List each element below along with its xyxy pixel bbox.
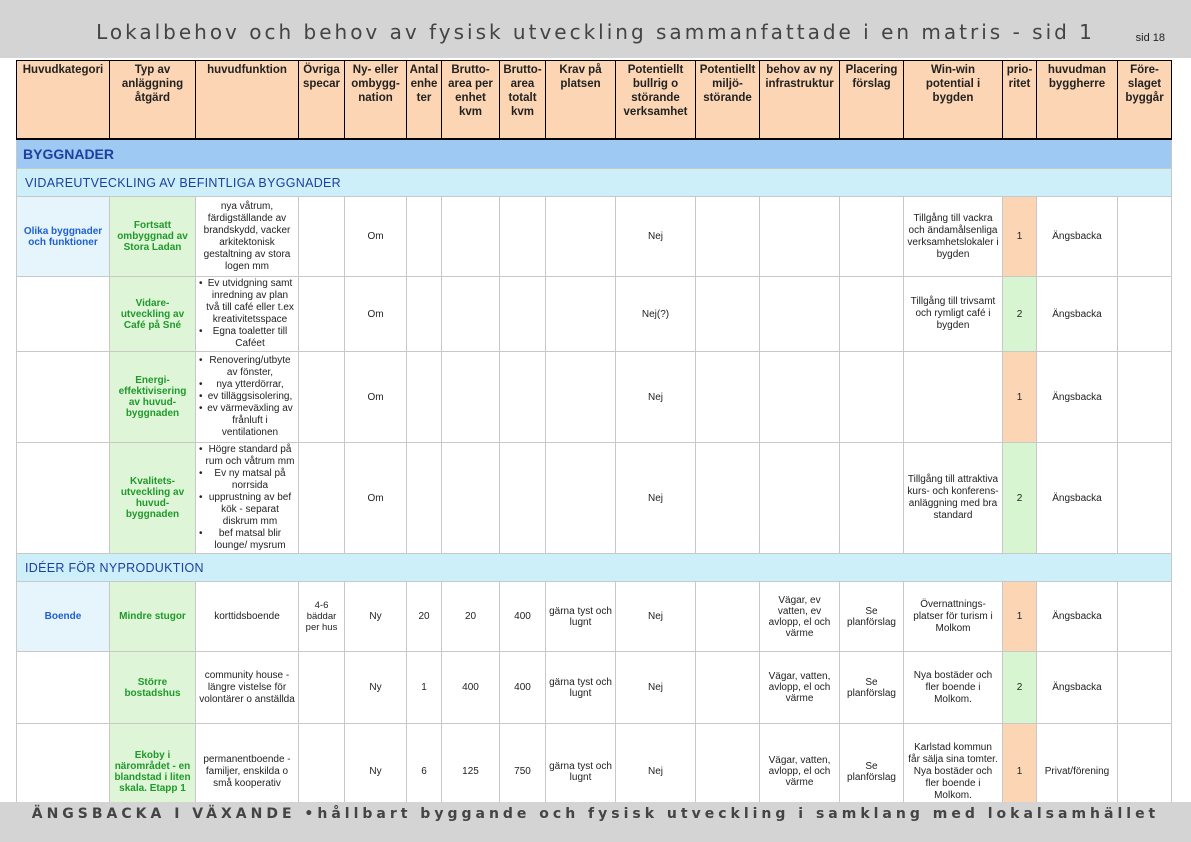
function-cell [196,277,299,352]
infrastructure-cell: Vägar, vatten, avlopp, el och värme [760,724,840,820]
header-bruttoarea-totalt: Brutto-area totalt kvm [500,61,546,139]
area-per-unit-cell [442,443,500,554]
year-cell [1118,197,1172,277]
subsection-row [17,554,1172,582]
function-item: • Ev utvidgning samt inredning av plan två till café eller t.ex kreativitetsspace [205,278,295,326]
header-huvudkategori: Huvudkategori [17,61,110,139]
win-win-cell: Tillgång till trivsamt och rymligt café i bygden [904,277,1003,352]
new-or-rebuild-cell: Ny [345,724,407,820]
header-bullrig: Potentiellt bullrig o störande verksamhet [616,61,696,139]
infrastructure-cell: Vägar, vatten, avlopp, el och värme [760,652,840,724]
function-item: • upprustning av bef kök - separat diskrum mm [205,492,295,528]
builder-cell: Ängsbacka [1037,197,1118,277]
function-item: • ev tilläggsisolering, [205,391,295,403]
header-miljostorande: Potentiellt miljö-störande [696,61,760,139]
header-infrastruktur: behov av ny infrastruktur [760,61,840,139]
units-cell [407,443,442,554]
type-cell: Ekoby i närområdet - en blandstad i liten skala. Etapp 1 [110,724,196,820]
priority-cell: 2 [1003,277,1037,352]
subsection-title: VIDAREUTVECKLING AV BEFINTLIGA BYGGNADER [17,169,1172,197]
function-item: • Ev ny matsal på norrsida [205,468,295,492]
year-cell [1118,352,1172,443]
priority-cell: 1 [1003,352,1037,443]
type-cell: Kvalitets-utveckling av huvud-byggnaden [110,443,196,554]
subsection-title: IDÉER FÖR NYPRODUKTION [17,554,1172,582]
table-row [17,582,1172,652]
function-item: • Egna toaletter till Caféet [205,326,295,350]
placement-cell [840,277,904,352]
infrastructure-cell: Vägar, ev vatten, ev avlopp, el och värme [760,582,840,652]
function-cell: korttidsboende [196,582,299,652]
header-huvudfunktion: huvudfunktion [196,61,299,139]
units-cell: 6 [407,724,442,820]
noise-cell: Nej [616,652,696,724]
table-row [17,277,1172,352]
header-krav-pa-platsen: Krav på platsen [546,61,616,139]
function-cell: community house - längre vistelse för volontärer o anställda [196,652,299,724]
subsection-row [17,169,1172,197]
units-cell [407,277,442,352]
specs-cell [299,352,345,443]
new-or-rebuild-cell: Om [345,443,407,554]
site-requirements-cell [546,197,616,277]
specs-cell [299,443,345,554]
noise-cell: Nej [616,352,696,443]
table-row [17,652,1172,724]
area-total-cell: 400 [500,652,546,724]
header-prioritet: prio-ritet [1003,61,1037,139]
priority-cell: 2 [1003,652,1037,724]
placement-cell: Se planförslag [840,724,904,820]
builder-cell: Ängsbacka [1037,582,1118,652]
noise-cell: Nej [616,197,696,277]
header-antal-enheter: Antal enhe ter [407,61,442,139]
placement-cell: Se planförslag [840,652,904,724]
area-total-cell [500,443,546,554]
header-win-win: Win-win potential i bygden [904,61,1003,139]
category-cell [17,352,110,443]
new-or-rebuild-cell: Om [345,277,407,352]
specs-cell [299,197,345,277]
units-cell: 20 [407,582,442,652]
category-cell [17,652,110,724]
category-cell [17,277,110,352]
builder-cell: Ängsbacka [1037,277,1118,352]
infrastructure-cell [760,197,840,277]
category-cell [17,443,110,554]
type-cell: Större bostadshus [110,652,196,724]
type-cell: Energi-effektivisering av huvud-byggnaden [110,352,196,443]
builder-cell: Privat/förening [1037,724,1118,820]
site-requirements-cell: gärna tyst och lugnt [546,582,616,652]
noise-cell: Nej [616,724,696,820]
infrastructure-cell [760,352,840,443]
year-cell [1118,277,1172,352]
environment-cell [696,443,760,554]
area-per-unit-cell: 20 [442,582,500,652]
site-requirements-cell: gärna tyst och lugnt [546,652,616,724]
site-requirements-cell [546,443,616,554]
area-per-unit-cell: 400 [442,652,500,724]
placement-cell [840,352,904,443]
function-item: • Högre standard på rum och våtrum mm [205,444,295,468]
function-item: • bef matsal blir lounge/ mysrum [205,528,295,552]
priority-cell: 1 [1003,197,1037,277]
year-cell [1118,652,1172,724]
category-cell: Boende [17,582,110,652]
type-cell: Vidare-utveckling av Café på Sné [110,277,196,352]
header-ny-eller-ombyggnation: Ny- eller ombygg-nation [345,61,407,139]
win-win-cell: Karlstad kommun får sälja sina tomter. Nya bostäder och fler boende i Molkom. [904,724,1003,820]
environment-cell [696,197,760,277]
header-byggar: Före-slaget byggår [1118,61,1172,139]
area-per-unit-cell [442,197,500,277]
category-cell: Olika byggnader och funktioner [17,197,110,277]
builder-cell: Ängsbacka [1037,443,1118,554]
environment-cell [696,582,760,652]
priority-cell: 1 [1003,582,1037,652]
specs-cell [299,652,345,724]
placement-cell [840,443,904,554]
units-cell [407,197,442,277]
priority-cell: 2 [1003,443,1037,554]
noise-cell: Nej [616,443,696,554]
area-total-cell [500,352,546,443]
year-cell [1118,582,1172,652]
area-per-unit-cell [442,277,500,352]
units-cell: 1 [407,652,442,724]
placement-cell: Se planförslag [840,582,904,652]
site-requirements-cell: gärna tyst och lugnt [546,724,616,820]
footer-text: ÄNGSBACKA I VÄXANDE •hållbart byggande och fysisk utveckling i samklang med lokalsamhället [31,806,1160,822]
infrastructure-cell [760,443,840,554]
noise-cell: Nej(?) [616,277,696,352]
new-or-rebuild-cell: Om [345,352,407,443]
header-huvudman: huvudman byggherre [1037,61,1118,139]
function-cell [196,352,299,443]
environment-cell [696,277,760,352]
needs-matrix-table [16,60,1172,820]
site-requirements-cell [546,277,616,352]
area-per-unit-cell: 125 [442,724,500,820]
function-item: • ev värmeväxling av frånluft i ventilationen [205,403,295,439]
win-win-cell: Tillgång till vackra och ändamålsenliga verksamhetslokaler i bygden [904,197,1003,277]
type-cell: Fortsatt ombyggnad av Stora Ladan [110,197,196,277]
table-row [17,352,1172,443]
area-total-cell: 750 [500,724,546,820]
table-row [17,443,1172,554]
new-or-rebuild-cell: Ny [345,652,407,724]
builder-cell: Ängsbacka [1037,352,1118,443]
new-or-rebuild-cell: Ny [345,582,407,652]
section-row [17,139,1172,169]
header-row [17,61,1172,139]
function-item: • Renovering/utbyte av fönster, [205,355,295,379]
specs-cell: 4-6 bäddar per hus [299,582,345,652]
builder-cell: Ängsbacka [1037,652,1118,724]
function-cell: nya våtrum, färdigställande av brandskydd, vacker arkitektonisk gestaltning av stora logen mm [196,197,299,277]
header-bruttoarea-per-enhet: Brutto-area per enhet kvm [442,61,500,139]
infrastructure-cell [760,277,840,352]
area-total-cell [500,277,546,352]
environment-cell [696,652,760,724]
header-ovriga-specar: Övriga specar [299,61,345,139]
win-win-cell: Tillgång till attraktiva kurs- och konferens-anläggning med bra standard [904,443,1003,554]
win-win-cell: Nya bostäder och fler boende i Molkom. [904,652,1003,724]
type-cell: Mindre stugor [110,582,196,652]
year-cell [1118,443,1172,554]
noise-cell: Nej [616,582,696,652]
area-total-cell [500,197,546,277]
win-win-cell: Övernattnings-platser för turism i Molkom [904,582,1003,652]
function-item: • nya ytterdörrar, [205,379,295,391]
environment-cell [696,352,760,443]
new-or-rebuild-cell: Om [345,197,407,277]
win-win-cell [904,352,1003,443]
header-placering: Placering förslag [840,61,904,139]
specs-cell [299,277,345,352]
area-per-unit-cell [442,352,500,443]
site-requirements-cell [546,352,616,443]
function-cell: permanentboende - familjer, enskilda o små kooperativ [196,724,299,820]
function-cell [196,443,299,554]
header-typ: Typ av anläggning åtgärd [110,61,196,139]
priority-cell: 1 [1003,724,1037,820]
area-total-cell: 400 [500,582,546,652]
table-row [17,197,1172,277]
units-cell [407,352,442,443]
page-title: Lokalbehov och behov av fysisk utveckling sammanfattade i en matris - sid 1 [96,20,1095,44]
section-title: BYGGNADER [17,139,1172,169]
placement-cell [840,197,904,277]
page-number: sid 18 [1135,32,1165,44]
